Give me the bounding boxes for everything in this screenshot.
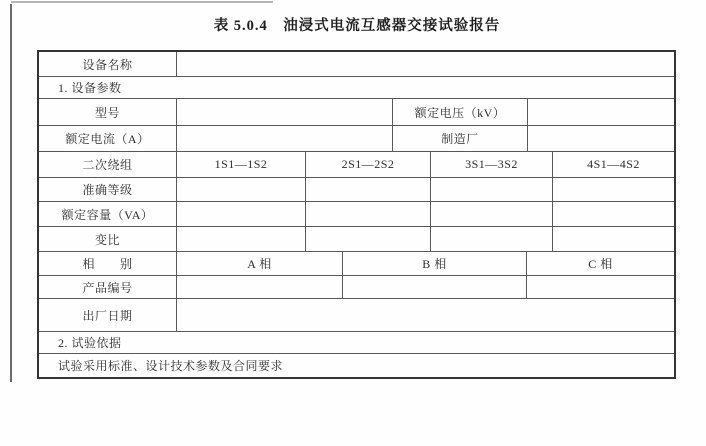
table-row — [39, 178, 674, 202]
accuracy-class-value-4 — [553, 178, 674, 201]
table-row — [39, 202, 674, 227]
factory-date-label: 出厂日期 — [39, 299, 177, 331]
model-label: 型号 — [39, 99, 177, 125]
rated-capacity-value-3 — [431, 202, 553, 226]
manufacturer-label: 制造厂 — [393, 126, 528, 151]
phase-b-header: B 相 — [343, 252, 527, 275]
ratio-value-1 — [177, 227, 306, 251]
phase-a-header: A 相 — [177, 252, 343, 275]
rated-current-value — [177, 126, 393, 151]
winding-col-2s1-2s2: 2S1—2S2 — [306, 152, 431, 177]
rated-voltage-label: 额定电压（kV） — [393, 99, 528, 125]
rated-voltage-value — [528, 99, 674, 125]
product-number-value-1 — [177, 276, 343, 298]
table-title: 表 5.0.4 油浸式电流互感器交接试验报告 — [213, 18, 501, 34]
product-number-value-2 — [343, 276, 527, 298]
product-number-label: 产品编号 — [39, 276, 177, 298]
ratio-value-4 — [553, 227, 674, 251]
table-row — [39, 354, 674, 377]
phase-c-header: C 相 — [588, 257, 613, 271]
page-edge-line — [10, 4, 12, 382]
secondary-winding-label: 二次绕组 — [39, 152, 177, 177]
test-report-table — [37, 50, 676, 379]
table-row — [39, 299, 674, 332]
model-value — [177, 99, 393, 125]
table-row — [39, 99, 674, 126]
section1-header: 1. 设备参数 — [58, 81, 122, 95]
accuracy-class-value-3 — [431, 178, 553, 201]
ratio-value-2 — [306, 227, 431, 251]
rated-capacity-label: 额定容量（VA） — [39, 202, 177, 226]
ratio-label: 变比 — [39, 227, 177, 251]
accuracy-class-value-1 — [177, 178, 306, 201]
section2-header: 2. 试验依据 — [58, 336, 122, 350]
table-row — [39, 332, 674, 354]
table-row — [39, 252, 674, 276]
product-number-value-3 — [527, 276, 674, 298]
table-row — [39, 227, 674, 252]
rated-current-label: 额定电流（A） — [39, 126, 177, 151]
factory-date-value — [177, 299, 674, 331]
test-basis-text: 试验采用标准、设计技术参数及合同要求 — [58, 359, 284, 373]
table-row — [39, 52, 674, 77]
manufacturer-value — [528, 126, 674, 151]
winding-col-1s1-1s2: 1S1—1S2 — [177, 152, 306, 177]
page-top-line — [11, 1, 273, 3]
winding-col-3s1-3s2: 3S1—3S2 — [431, 152, 553, 177]
table-row — [39, 276, 674, 299]
accuracy-class-label: 准确等级 — [39, 178, 177, 201]
accuracy-class-value-2 — [306, 178, 431, 201]
table-row — [39, 126, 674, 152]
ratio-value-3 — [431, 227, 553, 251]
rated-capacity-value-4 — [553, 202, 674, 226]
equipment-name-label: 设备名称 — [39, 52, 177, 76]
winding-col-4s1-4s2: 4S1—4S2 — [587, 157, 640, 171]
table-row — [39, 77, 674, 99]
table-row — [39, 152, 674, 178]
rated-capacity-value-2 — [306, 202, 431, 226]
equipment-name-value — [177, 52, 674, 76]
rated-capacity-value-1 — [177, 202, 306, 226]
phase-label: 相 别 — [39, 252, 177, 275]
